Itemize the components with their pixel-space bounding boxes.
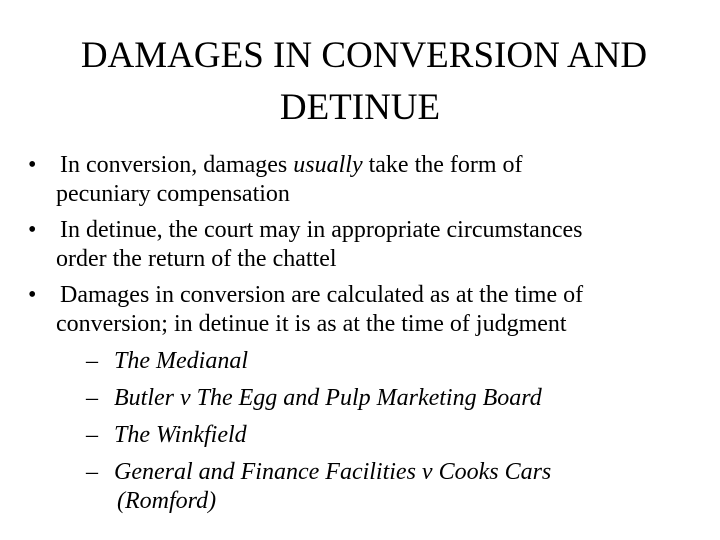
bullet-marker: • <box>28 217 37 243</box>
bullet-text <box>56 151 708 209</box>
emphasis-text: usually <box>293 152 363 178</box>
bullet-list <box>28 151 708 516</box>
bullet-text <box>56 281 708 339</box>
bullet-text-line-2: conversion; in detinue it is as at the time of judgment <box>56 311 567 337</box>
bullet-text-line-2: order the return of the chattel <box>56 246 337 272</box>
case-item <box>56 347 708 376</box>
bullet-text-part: In conversion, damages <box>60 152 294 178</box>
bullet-text <box>56 216 708 274</box>
case-name: The Winkfield <box>114 422 247 448</box>
case-list <box>56 347 708 516</box>
case-item <box>56 384 708 413</box>
case-name: Butler v The Egg and Pulp Marketing Board <box>114 385 542 411</box>
case-item <box>56 458 708 516</box>
bullet-marker: • <box>28 282 37 308</box>
case-item <box>56 421 708 450</box>
bullet-text-line-1: Damages in conversion are calculated as at the time of <box>60 282 584 308</box>
bullet-item-conversion <box>28 151 708 209</box>
dash-marker: – <box>86 422 98 448</box>
bullet-text-line-1: In detinue, the court may in appropriate circumstances <box>60 217 583 243</box>
bullet-item-calculation <box>28 281 708 516</box>
bullet-item-detinue <box>28 216 708 274</box>
case-name: The Medianal <box>114 348 248 374</box>
title-line-1: DAMAGES IN CONVERSION AND <box>80 35 648 76</box>
bullet-text-line-2: pecuniary compensation <box>56 181 290 207</box>
case-name-continuation: (Romford) <box>117 488 217 514</box>
slide-title <box>0 30 720 134</box>
bullet-marker: • <box>28 152 37 178</box>
dash-marker: – <box>86 385 98 411</box>
bullet-text-part: take the form of <box>362 152 523 178</box>
case-name: General and Finance Facilities v Cooks Cars <box>114 459 552 485</box>
dash-marker: – <box>86 459 98 485</box>
dash-marker: – <box>86 348 98 374</box>
title-line-2: DETINUE <box>279 87 441 128</box>
